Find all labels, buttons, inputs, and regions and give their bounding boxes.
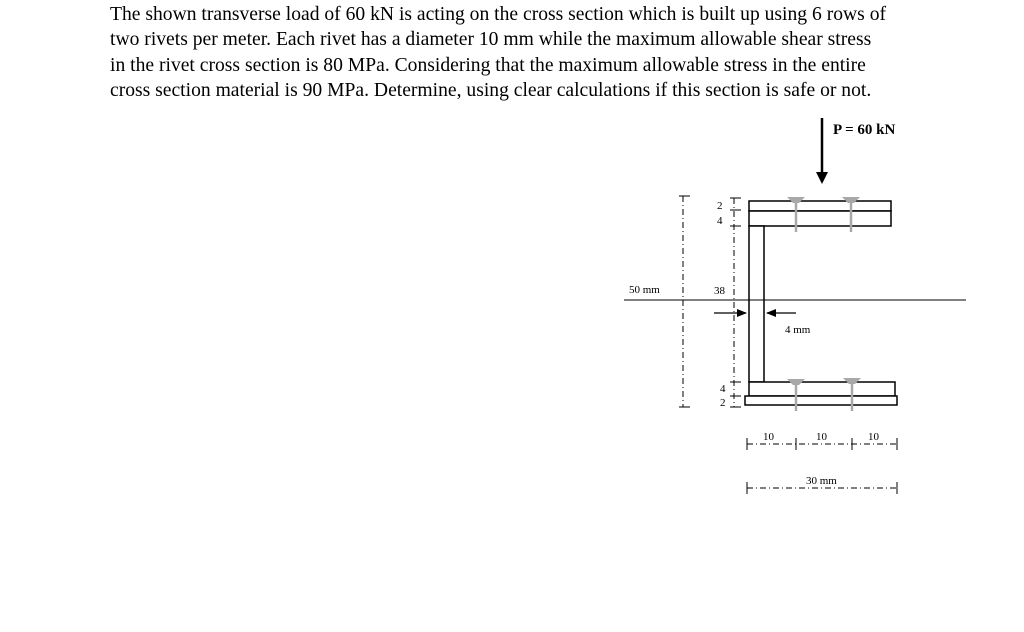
bottom-flange <box>749 382 895 396</box>
width-label: 30 mm <box>806 475 837 487</box>
problem-line-3: in the rivet cross section is 80 MPa. Considering that the maximum allowable stress in the entire <box>110 54 866 76</box>
dim-bottom-2: 2 <box>720 397 726 409</box>
bottom-plate <box>745 396 897 405</box>
problem-line-1: The shown transverse load of 60 kN is acting on the cross section which is built up using 6 rows of <box>110 4 887 25</box>
problem-line-4: cross section material is 90 MPa. Determine, using clear calculations if this section is safe or not. <box>110 80 872 102</box>
total-height-label: 50 mm <box>629 284 660 296</box>
load-label: P = 60 kN <box>833 122 896 138</box>
top-plate <box>749 201 891 211</box>
web <box>749 226 764 382</box>
dim-bottom-4: 4 <box>720 383 726 395</box>
top-flange <box>749 211 891 226</box>
problem-line-2: two rivets per meter. Each rivet has a diameter 10 mm while the maximum allowable shear stress <box>110 29 872 51</box>
dim-web-38: 38 <box>714 285 725 297</box>
spacing-1: 10 <box>763 431 774 443</box>
dim-top-2: 2 <box>717 200 723 212</box>
spacing-3: 10 <box>868 431 879 443</box>
web-thickness-label: 4 mm <box>785 324 811 336</box>
spacing-2: 10 <box>816 431 827 443</box>
dim-top-4: 4 <box>717 215 723 227</box>
load-arrowhead <box>816 172 828 184</box>
